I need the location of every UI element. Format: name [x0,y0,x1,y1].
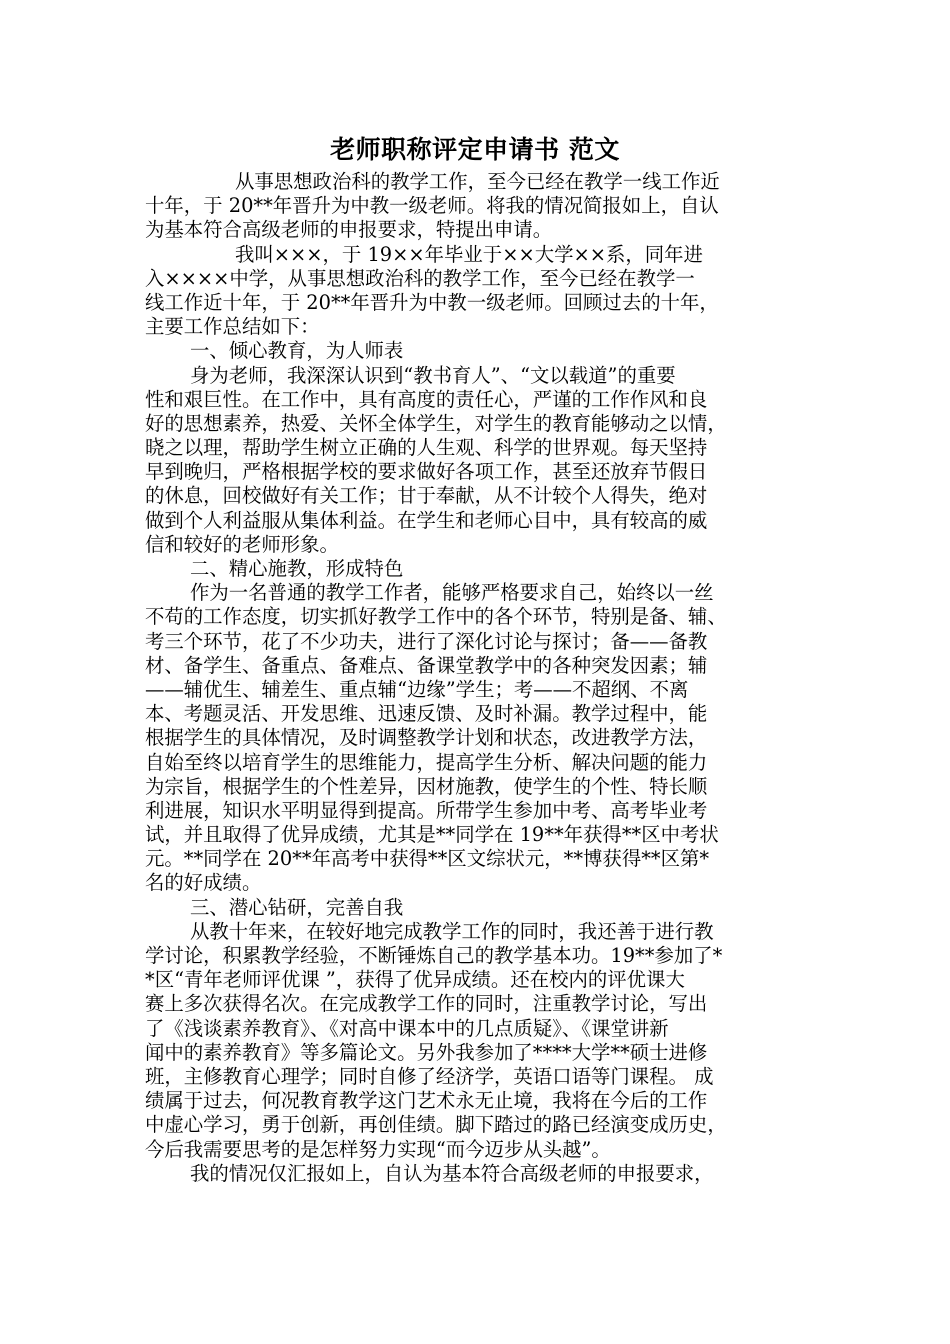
text-line: 赛上多次获得名次。在完成教学工作的同时，注重教学讨论，写出 [145,992,708,1016]
text-line: 做到个人利益服从集体利益。在学生和老师心目中，具有较高的威 [145,508,708,532]
text-line: 为宗旨，根据学生的个性差异，因材施教，使学生的个性、特长顺 [145,774,708,798]
text-line: 试，并且取得了优异成绩，尤其是**同学在 19**年获得**区中考状 [145,823,719,847]
text-line: 晓之以理，帮助学生树立正确的人生观、科学的世界观。每天坚持 [145,436,708,460]
text-line: 的休息，回校做好有关工作；甘于奉献，从不计较个人得失，绝对 [145,484,708,508]
text-line: 不苟的工作态度，切实抓好教学工作中的各个环节，特别是备、辅、 [145,605,727,629]
document-title: 老师职称评定申请书 范文 [330,135,620,164]
text-line: ——辅优生、辅差生、重点辅“边缘”学生；考——不超纲、不离 [145,677,689,701]
text-line: 好的思想素养，热爱、关怀全体学生，对学生的教育能够动之以情， [145,411,727,435]
text-line: 从事思想政治科的教学工作，至今已经在教学一线工作近 [235,170,720,193]
text-line: 早到晚归，严格根据学校的要求做好各项工作，甚至还放弃节假日 [145,460,708,484]
text-line: 身为老师，我深深认识到“教书育人”、“文以载道”的重要 [190,363,676,387]
text-line: 为基本符合高级老师的申报要求，特提出申请。 [145,218,553,242]
text-line: 元。**同学在 20**年高考中获得**区文综状元，**博获得**区第* [145,847,710,871]
text-line: 绩属于过去，何况教育教学这门艺术永无止境，我将在今后的工作 [145,1089,708,1113]
text-line: 学讨论，积累教学经验，不断锤炼自己的教学基本功。19**参加了* [145,944,723,967]
text-line: 十年，于 20**年晋升为中教一级老师。将我的情况简报如上，自认 [145,194,719,218]
text-line: 从教十年来，在较好地完成教学工作的同时，我还善于进行教 [190,919,714,943]
text-line: 闻中的素养教育》等多篇论文。另外我参加了****大学**硕士进修 [145,1040,708,1064]
text-line: 材、备学生、备重点、备难点、备课堂教学中的各种突发因素；辅 [145,653,708,677]
text-line: 性和艰巨性。在工作中，具有高度的责任心，严谨的工作作风和良 [145,387,708,411]
text-line: 班，主修教育心理学；同时自修了经济学，英语口语等门课程。 成 [145,1064,714,1088]
section-heading: 二、精心施教，形成特色 [190,557,404,580]
text-line: 考三个环节，花了不少功夫，进行了深化讨论与探讨；备——备教 [145,629,708,653]
text-line: 今后我需要思考的是怎样努力实现“而今迈步从头越”。 [145,1137,611,1161]
text-line: 本、考题灵活、开发思维、迅速反馈、及时补漏。教学过程中，能 [145,702,708,726]
text-line: *区“青年老师评优课 ”，获得了优异成绩。还在校内的评优课大 [145,968,685,992]
text-line: 名的好成绩。 [145,871,262,895]
text-line: 我叫×××，于 19××年毕业于××大学××系，同年进 [235,242,703,266]
text-line: 中虚心学习，勇于创新，再创佳绩。脚下踏过的路已经演变成历史， [145,1113,727,1137]
text-line: 信和较好的老师形象。 [145,532,339,556]
text-line: 主要工作总结如下： [145,315,320,339]
text-line: 入××××中学，从事思想政治科的教学工作，至今已经在教学一 [145,266,695,290]
section-heading: 一、倾心教育，为人师表 [190,339,404,363]
text-line: 了《浅谈素养教育》、《对高中课本中的几点质疑》、《课堂讲新 [145,1016,669,1040]
document-body [145,170,817,1186]
text-line: 线工作近十年，于 20**年晋升为中教一级老师。回顾过去的十年， [145,290,719,314]
text-line: 自始至终以培育学生的思维能力，提高学生分析、解决问题的能力 [145,750,708,774]
text-line: 根据学生的具体情况，及时调整教学计划和状态，改进教学方法， [145,726,708,750]
section-heading: 三、潜心钻研，完善自我 [190,895,404,919]
text-line: 利进展，知识水平明显得到提高。所带学生参加中考、高考毕业考 [145,798,708,822]
text-line: 作为一名普通的教学工作者，能够严格要求自己，始终以一丝 [190,581,714,605]
text-line: 我的情况仅汇报如上，自认为基本符合高级老师的申报要求， [190,1161,714,1185]
